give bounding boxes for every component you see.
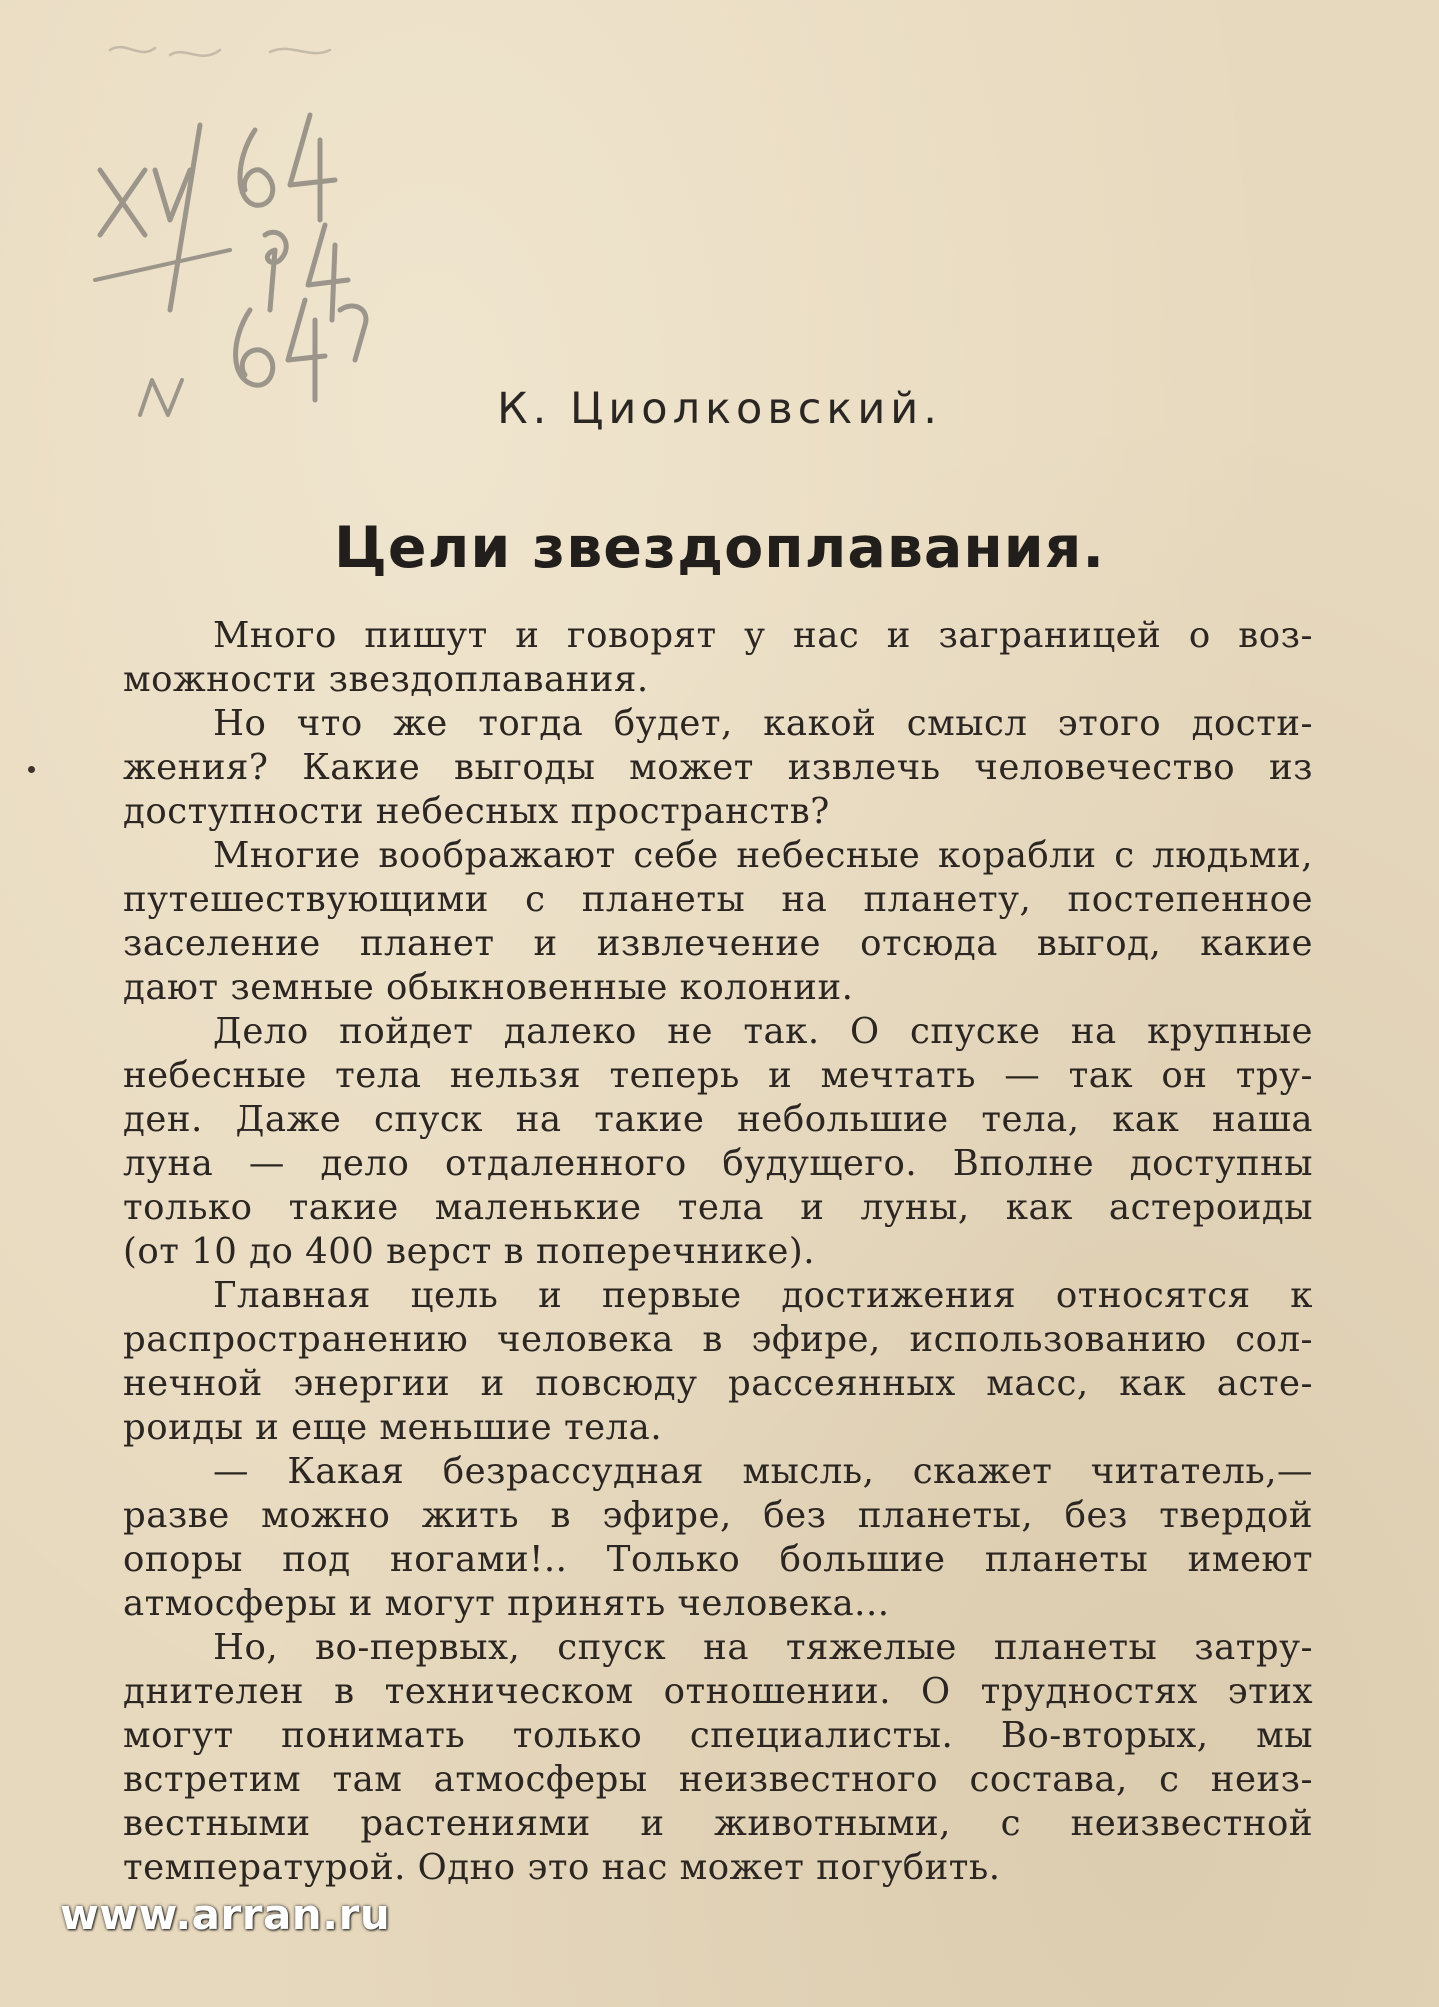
text-line: распространению человека в эфире, использованию сол- xyxy=(123,1319,1313,1360)
text-line: встретим там атмосферы неизвестного состава, с неиз- xyxy=(123,1759,1313,1800)
text-line: (от 10 до 400 верст в поперечнике). xyxy=(123,1231,816,1272)
text-line: вестными растениями и животными, с неизвестной xyxy=(123,1803,1313,1844)
text-line: жения? Какие выгоды может извлечь человечество из xyxy=(123,747,1313,788)
text-line: температурой. Одно это нас может погубить. xyxy=(123,1847,1001,1888)
text-line: можности звездоплавания. xyxy=(123,659,649,700)
text-line: дают земные обыкновенные колонии. xyxy=(123,967,854,1008)
body-text xyxy=(123,614,1313,1890)
text-line: только такие маленькие тела и луны, как астероиды xyxy=(123,1187,1313,1228)
text-line: небесные тела нельзя теперь и мечтать — так он тру- xyxy=(123,1055,1313,1096)
text-line: разве можно жить в эфире, без планеты, без твердой xyxy=(123,1495,1313,1536)
text-line: Главная цель и первые достижения относятся к xyxy=(213,1275,1313,1316)
text-line: Но что же тогда будет, какой смысл этого дости- xyxy=(213,703,1313,744)
author-name: К. Циолковский. xyxy=(497,384,942,434)
pencil-shelfmark xyxy=(70,20,450,440)
text-line: Многие воображают себе небесные корабли с людьми, xyxy=(213,835,1313,876)
text-line: ден. Даже спуск на такие небольшие тела, как наша xyxy=(123,1099,1313,1140)
text-line: роиды и еще меньшие тела. xyxy=(123,1407,663,1448)
ink-dot xyxy=(28,766,35,773)
text-line: атмосферы и могут принять человека... xyxy=(123,1583,890,1624)
text-line: путешествующими с планеты на планету, постепенное xyxy=(123,879,1313,920)
text-line: заселение планет и извлечение отсюда выгод, какие xyxy=(123,923,1313,964)
text-line: могут понимать только специалисты. Во-вторых, мы xyxy=(123,1715,1313,1756)
text-line: днителен в техническом отношении. О трудностях этих xyxy=(123,1671,1313,1712)
text-line: Много пишут и говорят у нас и заграницей о воз- xyxy=(213,615,1313,656)
text-line: Дело пойдет далеко не так. О спуске на крупные xyxy=(213,1011,1313,1052)
text-line: опоры под ногами!.. Только большие планеты имеют xyxy=(123,1539,1313,1580)
text-line: нечной энергии и повсюду рассеянных масс, как асте- xyxy=(123,1363,1313,1404)
watermark-text: www.arran.ru xyxy=(60,1890,391,1939)
text-line: луна — дело отдаленного будущего. Вполне доступны xyxy=(123,1143,1313,1184)
text-line: Но, во-первых, спуск на тяжелые планеты затру- xyxy=(213,1627,1313,1668)
page-title: Цели звездоплавания. xyxy=(334,515,1105,581)
text-line: — Какая безрассудная мысль, скажет читатель,— xyxy=(213,1451,1313,1492)
text-line: доступности небесных пространств? xyxy=(123,791,830,832)
